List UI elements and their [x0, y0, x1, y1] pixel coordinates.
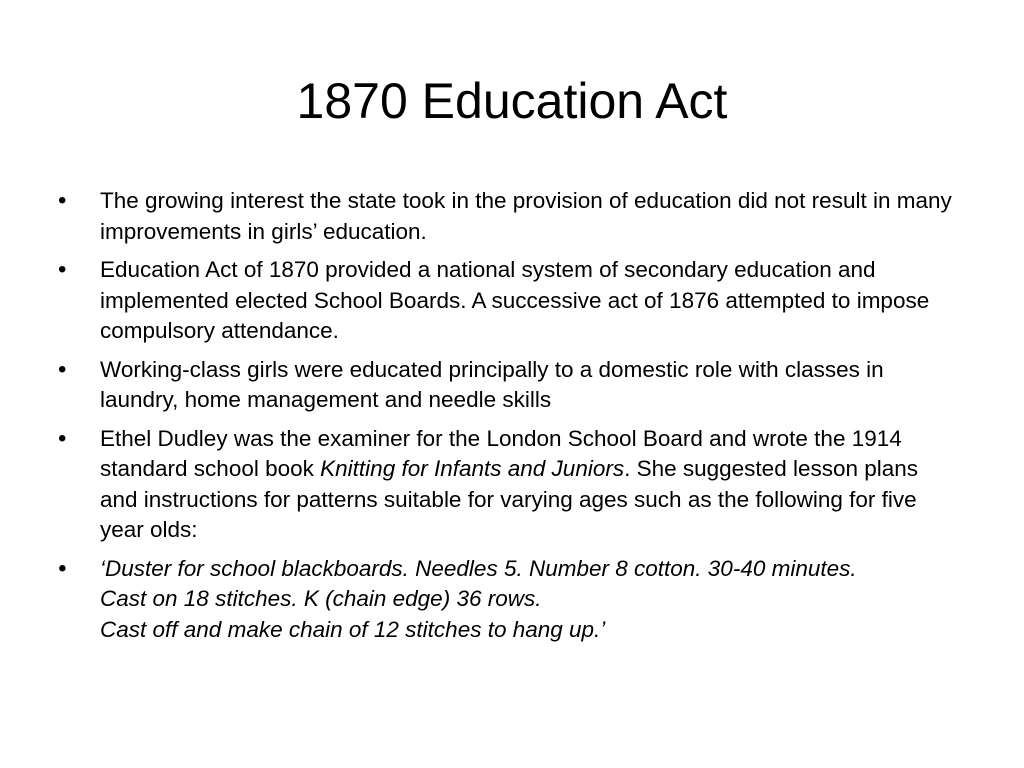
bullet-item: [58, 186, 958, 247]
quote-line: ‘Duster for school blackboards. Needles 5. Number 8 cotton. 30-40 minutes.: [100, 555, 857, 581]
bullet-list: [58, 186, 958, 653]
quote-line: Cast on 18 stitches. K (chain edge) 36 rows.: [100, 586, 542, 611]
bullet-text: [100, 426, 918, 543]
bullet-item: [58, 255, 958, 347]
bullet-marker: •: [58, 355, 67, 383]
bullet-marker: •: [58, 187, 67, 214]
bullet-marker: •: [58, 424, 67, 452]
bullet-text: Working-class girls were educated principally to a domestic role with classes in laundry, home management and needle skills: [100, 356, 884, 412]
quote-text: [100, 554, 958, 646]
quote-line: Cast off and make chain of 12 stitches to hang up.’: [100, 616, 606, 642]
bullet-item: [58, 424, 958, 546]
book-title: Knitting for Infants and Juniors: [320, 456, 625, 481]
bullet-item: [58, 355, 958, 416]
bullet-item: [58, 554, 958, 646]
bullet-text: Education Act of 1870 provided a national system of secondary education and implemented elected School Boards. A successive act of 1876 attempted to impose compulsory attendance.: [100, 257, 930, 343]
bullet-marker: •: [58, 554, 67, 582]
bullet-text: The growing interest the state took in the provision of education did not result in many improvements in girls’ education.: [100, 188, 952, 244]
slide-title: 1870 Education Act: [296, 73, 728, 129]
bullet-text-before-title: Ethel Dudley was the examiner for the London School Board and wrote the 1914 standard school book: [100, 425, 902, 481]
bullet-marker: •: [58, 256, 67, 283]
bullet-text-after-title: . She suggested lesson plans and instructions for patterns suitable for varying ages such as the following for five year olds:: [100, 456, 919, 542]
